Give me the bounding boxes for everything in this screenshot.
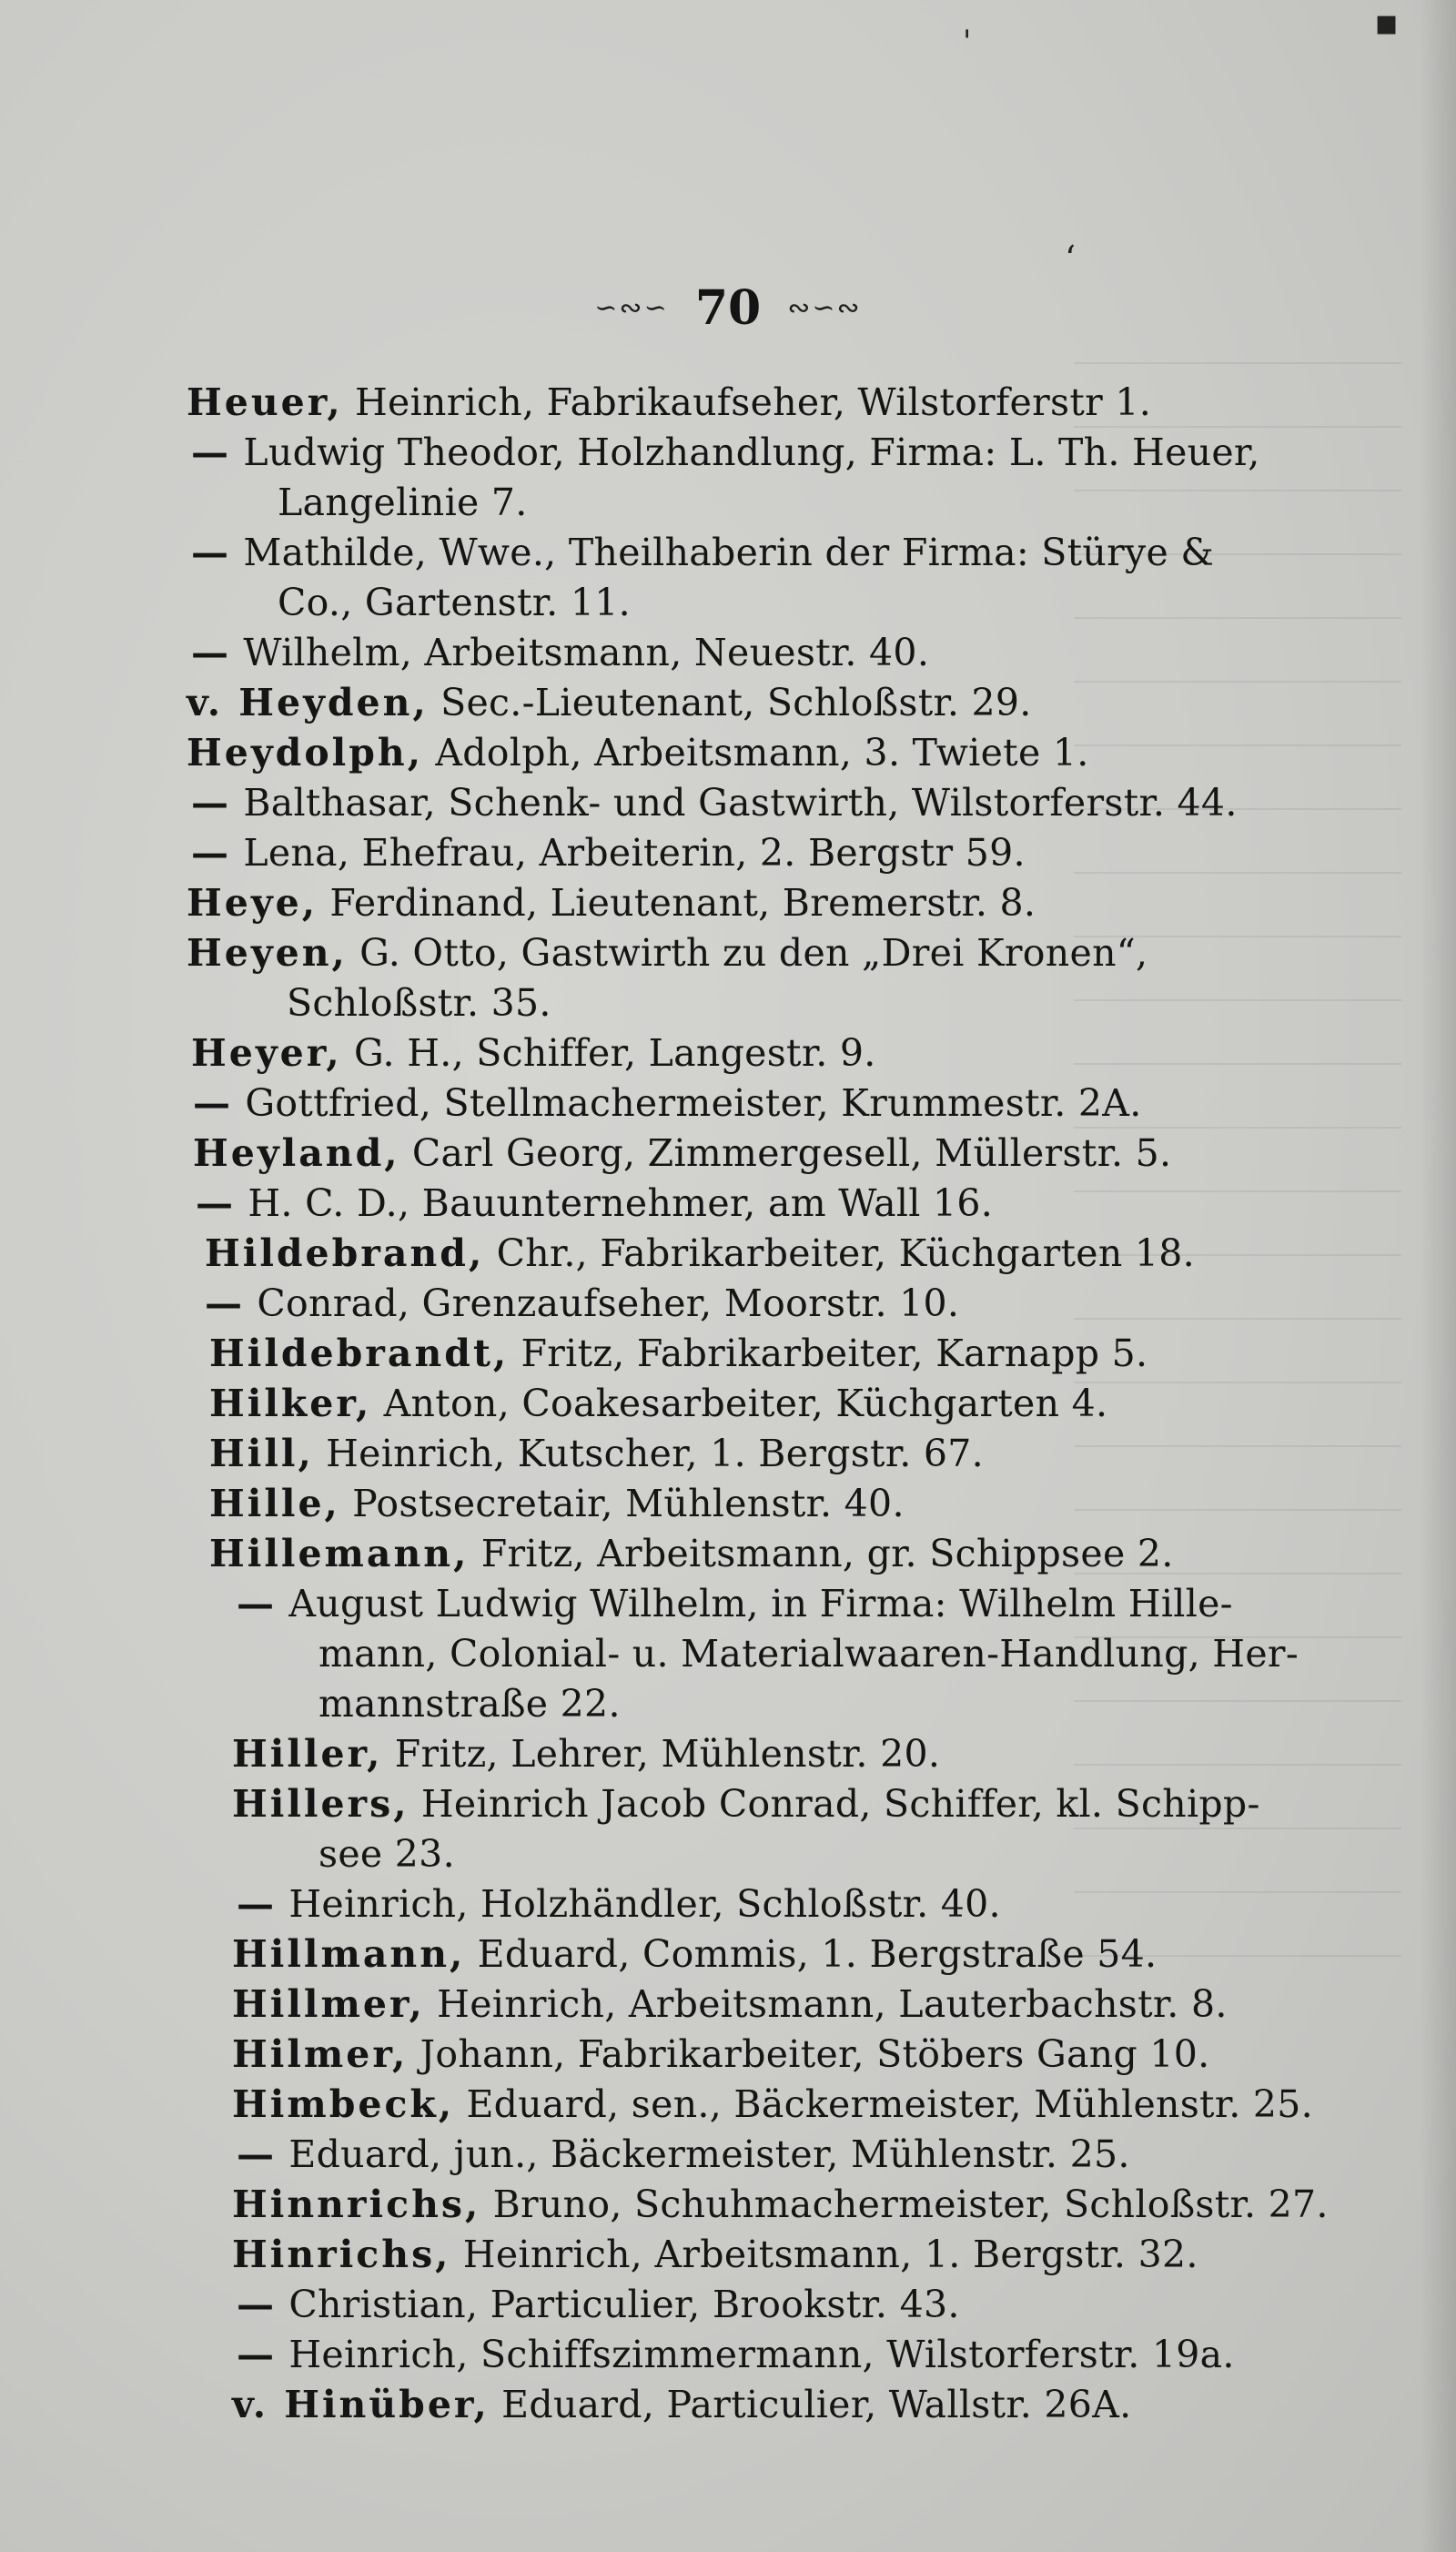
entry-details: Eduard, Commis, 1. Bergstraße 54.: [477, 1932, 1158, 1976]
entry-details: H. C. D., Bauunternehmer, am Wall 16.: [248, 1181, 994, 1225]
page-header: [0, 280, 1456, 344]
directory-entries: [0, 380, 1456, 2474]
entry-details: Heinrich Jacob Conrad, Schiffer, kl. Schipp-: [420, 1782, 1260, 1826]
entry-dash: —: [191, 430, 231, 474]
entry-dash: —: [191, 781, 231, 825]
entry-name: Hille,: [209, 1482, 340, 1525]
entry-line: [191, 831, 1026, 875]
entry-name: Hillmann,: [232, 1932, 466, 1976]
entry-name: Heye,: [187, 881, 318, 925]
page-speck: ‘: [1065, 238, 1077, 278]
entry-name: Hillemann,: [209, 1532, 470, 1575]
entry-continuation: Schloßstr. 35.: [287, 981, 551, 1025]
entry-details: Heinrich, Arbeitsmann, Lauterbachstr. 8.: [437, 1982, 1228, 2026]
entry-line: [232, 2233, 1198, 2276]
entry-continuation: Langelinie 7.: [278, 481, 528, 524]
entry-details: Ludwig Theodor, Holzhandlung, Firma: L. Th. Heuer,: [243, 430, 1260, 474]
entry-details: Heinrich, Holzhändler, Schloßstr. 40.: [288, 1882, 1001, 1926]
entry-line: [191, 631, 929, 674]
entry-details: Conrad, Grenzaufseher, Moorstr. 10.: [257, 1281, 960, 1325]
entry-line: [232, 1982, 1228, 2026]
entry-details: Lena, Ehefrau, Arbeiterin, 2. Bergstr 59.: [243, 831, 1026, 875]
entry-line: [232, 1932, 1157, 1976]
entry-line: [187, 881, 1036, 925]
entry-continuation: Co., Gartenstr. 11.: [278, 581, 631, 624]
entry-line: [209, 1382, 1107, 1425]
entry-dash: —: [237, 1582, 277, 1625]
entry-continuation: mannstraße 22.: [318, 1682, 621, 1726]
entry-details: Heinrich, Kutscher, 1. Bergstr. 67.: [326, 1432, 984, 1475]
entry-line: [237, 1882, 1001, 1926]
entry-details: Fritz, Fabrikarbeiter, Karnapp 5.: [521, 1332, 1148, 1375]
entry-line: [191, 1031, 876, 1075]
entry-dash: —: [193, 1081, 233, 1125]
entry-line: [191, 430, 1260, 474]
entry-details: Eduard, sen., Bäckermeister, Mühlenstr. 25.: [466, 2082, 1313, 2126]
entry-name: Heyen,: [187, 931, 348, 975]
entry-dash: —: [237, 2333, 277, 2376]
entry-details: Ferdinand, Lieutenant, Bremerstr. 8.: [329, 881, 1036, 925]
entry-dash: —: [196, 1181, 236, 1225]
entry-details: Postsecretair, Mühlenstr. 40.: [352, 1482, 905, 1525]
entry-line: [237, 2283, 960, 2326]
entry-details: August Ludwig Wilhelm, in Firma: Wilhelm Hille-: [288, 1582, 1233, 1625]
entry-name: Heyland,: [193, 1131, 400, 1175]
entry-details: Eduard, jun., Bäckermeister, Mühlenstr. 25.: [288, 2132, 1130, 2176]
entry-dash: —: [237, 2132, 277, 2176]
entry-line: [191, 781, 1238, 825]
entry-line: [232, 1732, 940, 1776]
entry-details: Heinrich, Fabrikaufseher, Wilstorferstr 1.: [354, 380, 1152, 424]
entry-name: v. Heyden,: [187, 681, 429, 724]
entry-details: Heinrich, Schiffszimmermann, Wilstorferstr. 19a.: [288, 2333, 1235, 2376]
entry-details: Carl Georg, Zimmergesell, Müllerstr. 5.: [411, 1131, 1172, 1175]
entry-name: Hillers,: [232, 1782, 410, 1826]
entry-line: [237, 2132, 1130, 2176]
entry-line: [209, 1332, 1148, 1375]
entry-details: Balthasar, Schenk- und Gastwirth, Wilstorferstr. 44.: [243, 781, 1238, 825]
entry-name: Himbeck,: [232, 2082, 455, 2126]
entry-line: [187, 931, 1148, 975]
entry-line: [193, 1081, 1142, 1125]
entry-details: Chr., Fabrikarbeiter, Küchgarten 18.: [496, 1231, 1195, 1275]
entry-details: Sec.-Lieutenant, Schloßstr. 29.: [440, 681, 1032, 724]
entry-line: [191, 531, 1214, 574]
entry-dash: —: [191, 631, 231, 674]
entry-line: [187, 380, 1151, 424]
entry-line: [232, 2082, 1313, 2126]
entry-dash: —: [205, 1281, 245, 1325]
entry-details: Bruno, Schuhmachermeister, Schloßstr. 27.: [492, 2182, 1329, 2226]
entry-name: Hilmer,: [232, 2032, 409, 2076]
entry-details: Johann, Fabrikarbeiter, Stöbers Gang 10.: [420, 2032, 1210, 2076]
entry-name: Hinnrichs,: [232, 2182, 481, 2226]
entry-details: Gottfried, Stellmachermeister, Krummestr. 2A.: [245, 1081, 1142, 1125]
entry-name: Hilker,: [209, 1382, 372, 1425]
entry-dash: —: [191, 831, 231, 875]
entry-line: [237, 1582, 1233, 1625]
entry-line: [205, 1281, 959, 1325]
ornament-left-icon: ∽∾∽: [594, 292, 669, 324]
entry-name: Hiller,: [232, 1732, 383, 1776]
entry-line: [187, 681, 1032, 724]
entry-name: Heyer,: [191, 1031, 342, 1075]
entry-details: Mathilde, Wwe., Theilhaberin der Firma: Stürye &: [243, 531, 1215, 574]
entry-line: [232, 2383, 1131, 2426]
page-speck: ▪: [1374, 2, 1400, 44]
entry-details: Fritz, Lehrer, Mühlenstr. 20.: [394, 1732, 941, 1776]
entry-dash: —: [237, 2283, 277, 2326]
entry-details: Fritz, Arbeitsmann, gr. Schippsee 2.: [480, 1532, 1174, 1575]
entry-line: [237, 2333, 1235, 2376]
entry-line: [193, 1131, 1171, 1175]
entry-line: [209, 1482, 905, 1525]
entry-details: Heinrich, Arbeitsmann, 1. Bergstr. 32.: [462, 2233, 1198, 2276]
entry-name: Hildebrandt,: [209, 1332, 510, 1375]
entry-line: [205, 1231, 1195, 1275]
page-number: 70: [694, 280, 762, 336]
entry-details: Adolph, Arbeitsmann, 3. Twiete 1.: [435, 731, 1089, 775]
entry-details: G. Otto, Gastwirth zu den „Drei Kronen“,: [359, 931, 1148, 975]
entry-name: Hildebrand,: [205, 1231, 485, 1275]
entry-details: Wilhelm, Arbeitsmann, Neuestr. 40.: [243, 631, 930, 674]
entry-details: Christian, Particulier, Brookstr. 43.: [288, 2283, 960, 2326]
entry-name: v. Hinüber,: [232, 2383, 490, 2426]
entry-details: Eduard, Particulier, Wallstr. 26A.: [501, 2383, 1132, 2426]
entry-name: Hinrichs,: [232, 2233, 451, 2276]
entry-details: Anton, Coakesarbeiter, Küchgarten 4.: [383, 1382, 1108, 1425]
entry-line: [209, 1432, 984, 1475]
entry-line: [187, 731, 1089, 775]
entry-dash: —: [191, 531, 231, 574]
entry-continuation: mann, Colonial- u. Materialwaaren-Handlung, Her-: [318, 1632, 1299, 1676]
entry-line: [196, 1181, 993, 1225]
entry-name: Hill,: [209, 1432, 314, 1475]
entry-name: Heuer,: [187, 380, 343, 424]
entry-line: [232, 1782, 1260, 1826]
entry-line: [232, 2182, 1329, 2226]
entry-line: [232, 2032, 1209, 2076]
entry-name: Hillmer,: [232, 1982, 425, 2026]
entry-continuation: see 23.: [318, 1832, 455, 1876]
entry-details: G. H., Schiffer, Langestr. 9.: [353, 1031, 876, 1075]
entry-name: Heydolph,: [187, 731, 423, 775]
ornament-right-icon: ∾∽∾: [787, 292, 862, 324]
entry-dash: —: [237, 1882, 277, 1926]
page-speck: ': [963, 24, 972, 60]
entry-line: [209, 1532, 1174, 1575]
